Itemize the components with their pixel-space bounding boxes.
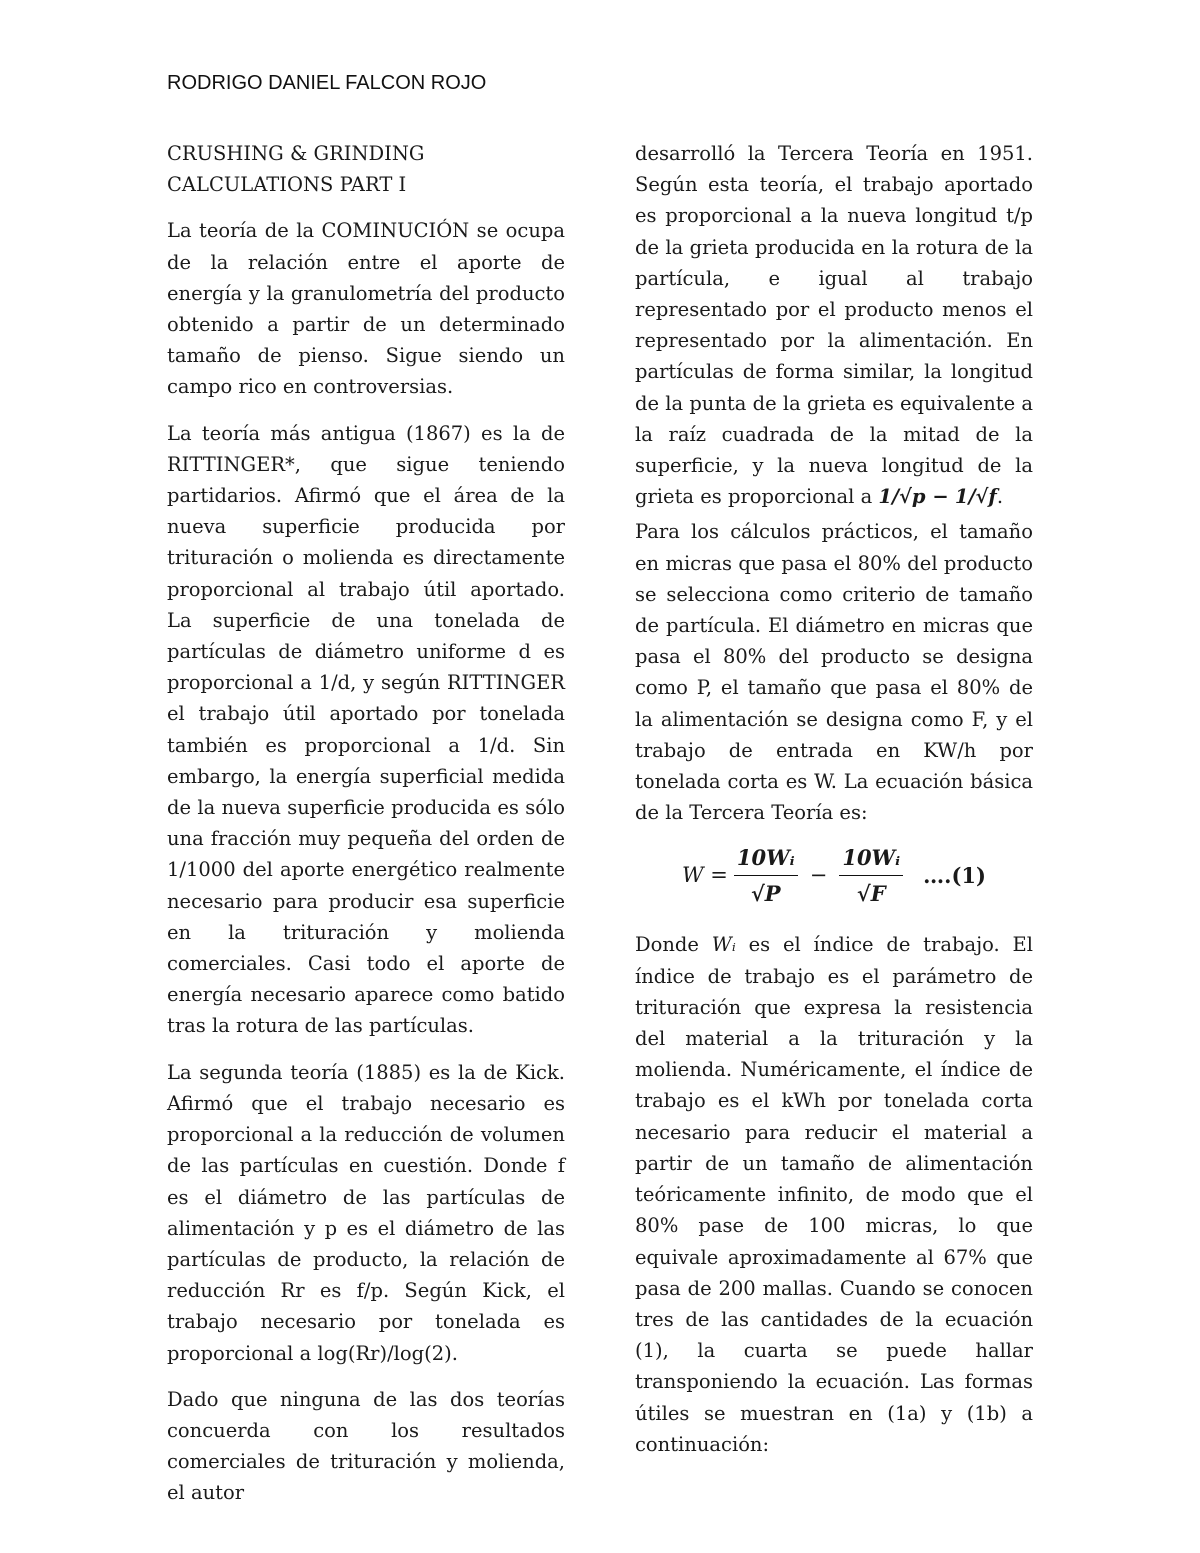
- equation-fraction-p: [734, 842, 798, 909]
- right-column: [635, 138, 1033, 1475]
- paragraph-comminution: La teoría de la COMINUCIÓN se ocupa de la relación entre el aporte de energía y la granulometría del producto obtenido a partir de un determinado tamaño de pienso. Sigue siendo un campo rico en controversias.: [167, 219, 565, 399]
- paragraph-practical-calculations: Para los cálculos prácticos, el tamaño en micras que pasa el 80% del producto se selecciona como criterio de tamaño de partícula. El diámetro en micras que pasa el 80% del producto se designa como P, el tamaño que pasa el 80% de la alimentación se designa como F, y el trabajo de entrada en KW/h por tonelada corta es W. La ecuación básica de la Tercera Teoría es:: [635, 520, 1033, 825]
- paragraph-third-theory-intro: Dado que ninguna de las dos teorías concuerda con los resultados comerciales de trituración y molienda, el autor: [167, 1387, 565, 1505]
- paragraph-work-index: [635, 929, 1033, 1459]
- inline-formula-period: .: [996, 485, 1004, 509]
- equation-1: [635, 843, 1033, 907]
- paragraph-kick: La segunda teoría (1885) es la de Kick. Afirmó que el trabajo necesario es proporcional a la reducción de volumen de las partículas en cuestión. Donde f es el diámetro de las partículas de alimentación y p es el diámetro de las partículas de producto, la relación de reducción Rr es f/p. Según Kick, el trabajo necesario por tonelada es proporcional a log(Rr)/log(2).: [167, 1060, 565, 1365]
- document-title: [167, 138, 565, 200]
- equation-lhs: W =: [682, 862, 728, 887]
- inline-formula-p: 1/√p −: [878, 485, 949, 509]
- equation-reference: ….(1): [923, 862, 986, 888]
- equation-denominator-p: √P: [751, 880, 781, 906]
- equation-fraction-f: [839, 842, 903, 909]
- equation-numerator-2: 10Wᵢ: [839, 842, 903, 876]
- work-index-start: Donde: [635, 933, 699, 957]
- work-index-text: es el índice de trabajo. El índice de trabajo es el parámetro de trituración que expresa la resistencia del material a la trituración y la molienda. Numéricamente, el índice de trabajo es el kWh por tonelada corta necesario para reducir el material a partir de un tamaño de alimentación teóricamente infinito, de modo que el 80% pase de 100 micras, lo que equivale aproximadamente al 67% que pasa de 200 mallas. Cuando se conocen tres de las cantidades de la ecuación (1), la cuarta se puede hallar transponiendo la ecuación. Las formas útiles se muestran en (1a) y (1b) a continuación:: [635, 933, 1034, 1456]
- left-column: [167, 138, 565, 1524]
- third-theory-text: desarrolló la Tercera Teoría en 1951. Según esta teoría, el trabajo aportado es proporcional a la nueva longitud t/p de la grieta producida en la rotura de la partícula, e igual al trabajo representado por el producto menos el representado por la alimentación. En partículas de forma similar, la longitud de la punta de la grieta es equivalente a la raíz cuadrada de la mitad de la superficie, y la nueva longitud de la grieta es proporcional a: [635, 142, 1033, 509]
- paragraph-rittinger: La teoría más antigua (1867) es la de RITTINGER*, que sigue teniendo partidarios. Afirmó que el área de la nueva superficie producida por trituración o molienda es directamente proporcional al trabajo útil aportado. La superficie de una tonelada de partículas de diámetro uniforme d es proporcional a 1/d, y según RITTINGER el trabajo útil aportado por tonelada también es proporcional a 1/d. Sin embargo, la energía superficial medida de la nueva superficie producida es sólo una fracción muy pequeña del orden de 1/1000 del aporte energético realmente necesario para producir esa superficie en la trituración y molienda comerciales. Casi todo el aporte de energía necesario aparece como batido tras la rotura de las partículas.: [167, 421, 565, 1038]
- title-line-2: CALCULATIONS PART I: [167, 173, 407, 197]
- equation-numerator-1: 10Wᵢ: [734, 842, 798, 876]
- equation-minus: −: [809, 862, 828, 887]
- work-index-symbol: Wᵢ: [711, 933, 736, 957]
- title-line-1: CRUSHING & GRINDING: [167, 142, 425, 165]
- paragraph-third-theory: [635, 138, 1033, 512]
- inline-formula-f: 1/√f: [954, 485, 997, 509]
- equation-denominator-f: √F: [856, 880, 886, 906]
- author-name: RODRIGO DANIEL FALCON ROJO: [167, 72, 487, 94]
